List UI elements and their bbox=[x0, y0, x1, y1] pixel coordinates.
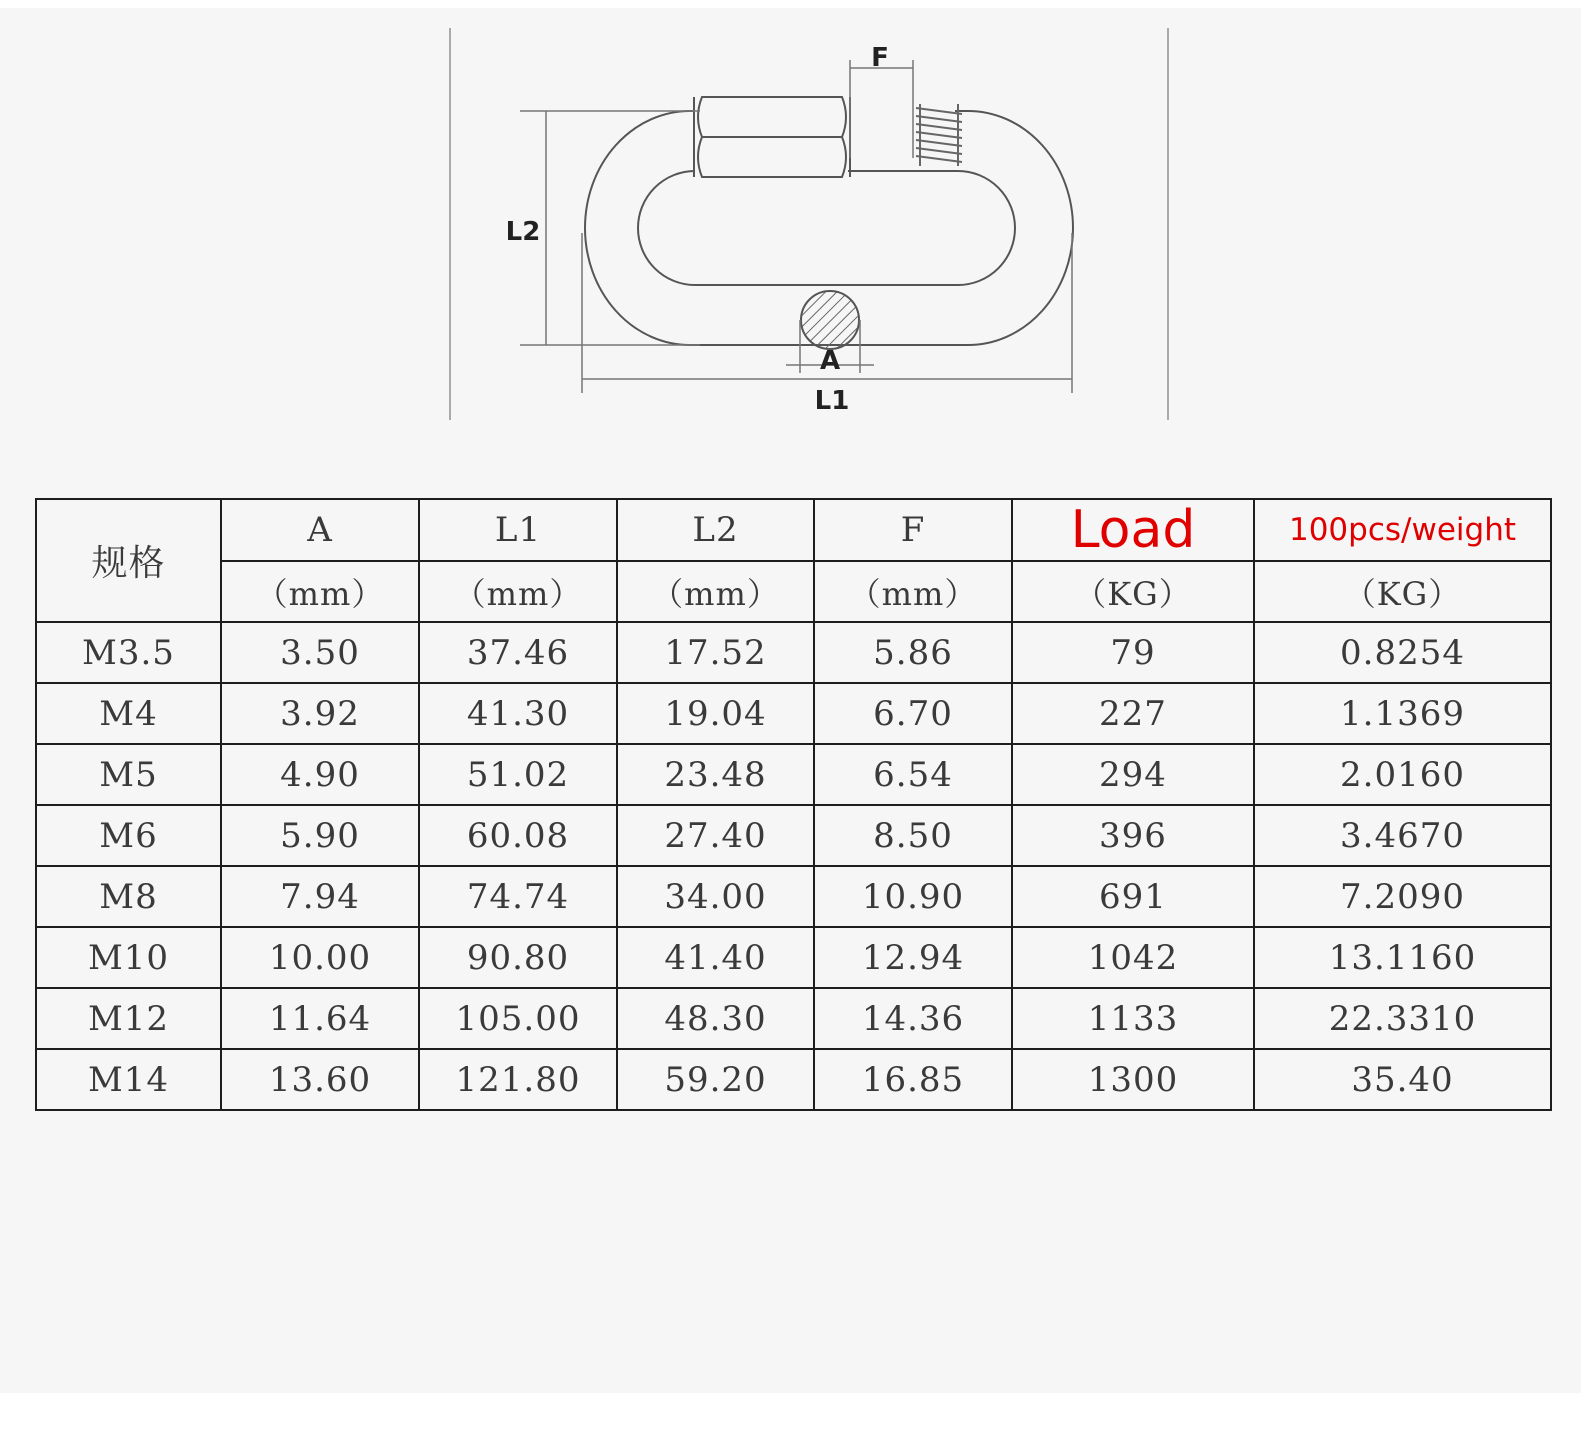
table-cell: 0.8254 bbox=[1254, 622, 1551, 683]
header-unit: （mm） bbox=[419, 561, 617, 622]
specification-table bbox=[35, 498, 1552, 1111]
header-row-units bbox=[36, 561, 1551, 622]
table-row bbox=[36, 805, 1551, 866]
header-col-load: Load bbox=[1012, 499, 1254, 561]
table-row bbox=[36, 683, 1551, 744]
table-cell: 105.00 bbox=[419, 988, 617, 1049]
header-spec: 规格 bbox=[36, 499, 221, 622]
table-row bbox=[36, 988, 1551, 1049]
dim-label-l1: L1 bbox=[814, 386, 850, 416]
table-row bbox=[36, 744, 1551, 805]
table-cell: 2.0160 bbox=[1254, 744, 1551, 805]
table-cell: 6.54 bbox=[814, 744, 1012, 805]
row-spec-cell: M5 bbox=[36, 744, 221, 805]
table-row bbox=[36, 1049, 1551, 1110]
table-cell: 1042 bbox=[1012, 927, 1254, 988]
header-unit: （mm） bbox=[814, 561, 1012, 622]
hex-nut bbox=[694, 97, 850, 177]
wire-cross-section bbox=[801, 291, 859, 349]
product-sheet bbox=[0, 8, 1581, 1393]
table-cell: 17.52 bbox=[617, 622, 814, 683]
table-cell: 90.80 bbox=[419, 927, 617, 988]
table-cell: 1300 bbox=[1012, 1049, 1254, 1110]
header-col-l2: L2 bbox=[617, 499, 814, 561]
table-cell: 3.50 bbox=[221, 622, 419, 683]
threaded-end bbox=[916, 104, 962, 166]
table-cell: 13.60 bbox=[221, 1049, 419, 1110]
row-spec-cell: M12 bbox=[36, 988, 221, 1049]
table-cell: 27.40 bbox=[617, 805, 814, 866]
table-cell: 3.92 bbox=[221, 683, 419, 744]
table-cell: 691 bbox=[1012, 866, 1254, 927]
table-cell: 12.94 bbox=[814, 927, 1012, 988]
row-spec-cell: M14 bbox=[36, 1049, 221, 1110]
table-cell: 5.86 bbox=[814, 622, 1012, 683]
table-cell: 48.30 bbox=[617, 988, 814, 1049]
table-cell: 74.74 bbox=[419, 866, 617, 927]
table-cell: 51.02 bbox=[419, 744, 617, 805]
table-cell: 37.46 bbox=[419, 622, 617, 683]
header-unit: （mm） bbox=[617, 561, 814, 622]
table-cell: 227 bbox=[1012, 683, 1254, 744]
header-col-a: A bbox=[221, 499, 419, 561]
table-cell: 1.1369 bbox=[1254, 683, 1551, 744]
table-cell: 396 bbox=[1012, 805, 1254, 866]
header-col-100pcs-weight: 100pcs/weight bbox=[1254, 499, 1551, 561]
table-cell: 35.40 bbox=[1254, 1049, 1551, 1110]
row-spec-cell: M10 bbox=[36, 927, 221, 988]
header-col-l1: L1 bbox=[419, 499, 617, 561]
row-spec-cell: M3.5 bbox=[36, 622, 221, 683]
table-cell: 41.30 bbox=[419, 683, 617, 744]
dim-label-a: A bbox=[819, 346, 841, 376]
row-spec-cell: M6 bbox=[36, 805, 221, 866]
quick-link-dimension-diagram bbox=[0, 8, 1581, 448]
table-cell: 7.2090 bbox=[1254, 866, 1551, 927]
header-unit: （KG） bbox=[1012, 561, 1254, 622]
table-cell: 14.36 bbox=[814, 988, 1012, 1049]
row-spec-cell: M8 bbox=[36, 866, 221, 927]
table-cell: 79 bbox=[1012, 622, 1254, 683]
table-row bbox=[36, 927, 1551, 988]
table-cell: 1133 bbox=[1012, 988, 1254, 1049]
table-cell: 23.48 bbox=[617, 744, 814, 805]
header-unit: （mm） bbox=[221, 561, 419, 622]
dim-label-l2: L2 bbox=[505, 217, 541, 247]
table-cell: 3.4670 bbox=[1254, 805, 1551, 866]
table-cell: 6.70 bbox=[814, 683, 1012, 744]
table-cell: 34.00 bbox=[617, 866, 814, 927]
link-inner-outline bbox=[638, 171, 1015, 285]
table-row bbox=[36, 866, 1551, 927]
table-cell: 59.20 bbox=[617, 1049, 814, 1110]
table-cell: 5.90 bbox=[221, 805, 419, 866]
table-cell: 10.90 bbox=[814, 866, 1012, 927]
table-cell: 121.80 bbox=[419, 1049, 617, 1110]
table-row bbox=[36, 622, 1551, 683]
table-cell: 294 bbox=[1012, 744, 1254, 805]
table-cell: 22.3310 bbox=[1254, 988, 1551, 1049]
header-col-f: F bbox=[814, 499, 1012, 561]
table-cell: 10.00 bbox=[221, 927, 419, 988]
dim-label-f: F bbox=[871, 43, 889, 73]
table-cell: 60.08 bbox=[419, 805, 617, 866]
table-cell: 16.85 bbox=[814, 1049, 1012, 1110]
table-cell: 7.94 bbox=[221, 866, 419, 927]
header-row-names bbox=[36, 499, 1551, 561]
table-cell: 41.40 bbox=[617, 927, 814, 988]
table-cell: 13.1160 bbox=[1254, 927, 1551, 988]
table-cell: 11.64 bbox=[221, 988, 419, 1049]
table-cell: 8.50 bbox=[814, 805, 1012, 866]
header-unit: （KG） bbox=[1254, 561, 1551, 622]
table-cell: 4.90 bbox=[221, 744, 419, 805]
row-spec-cell: M4 bbox=[36, 683, 221, 744]
table-cell: 19.04 bbox=[617, 683, 814, 744]
